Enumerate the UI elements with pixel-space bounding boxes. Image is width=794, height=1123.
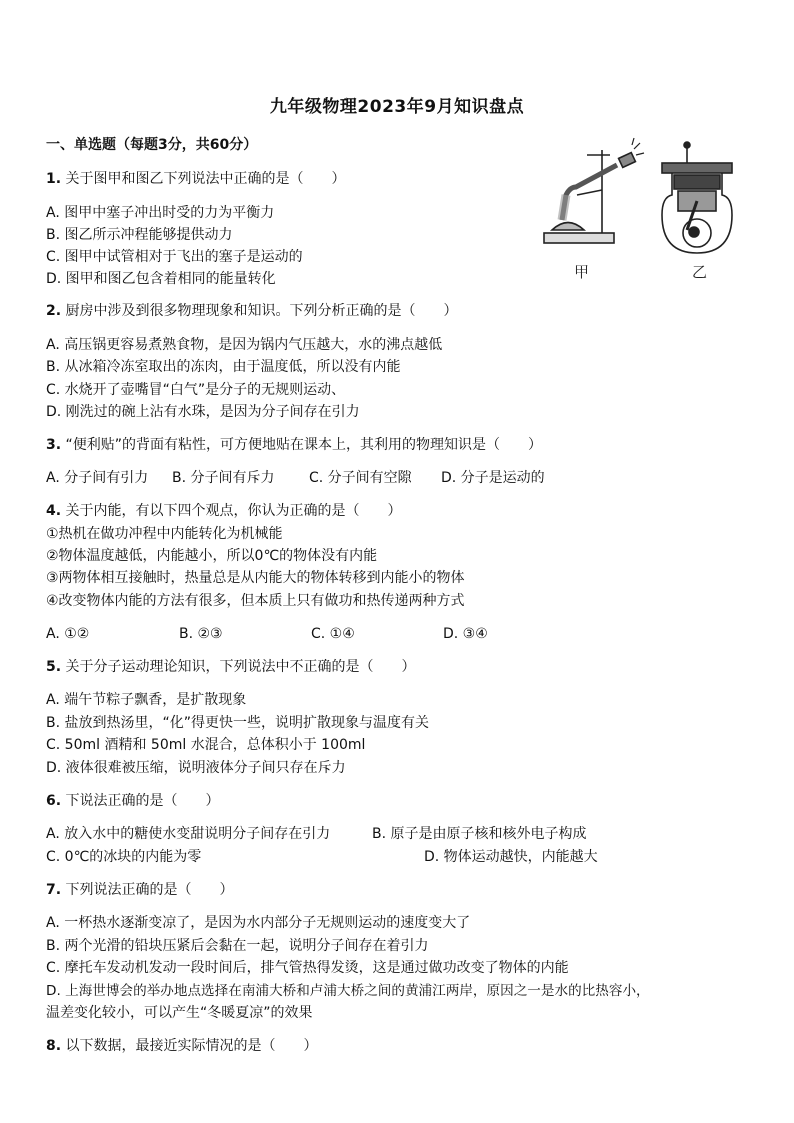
option: A. 高压锅更容易煮熟食物，是因为锅内气压越大，水的沸点越低 [46, 337, 443, 353]
question-8 [46, 1037, 318, 1055]
question-2 [46, 302, 458, 320]
option: D. 物体运动越快，内能越大 [424, 849, 598, 865]
question-7 [46, 881, 234, 899]
option: A. 图甲中塞子冲出时受的力为平衡力 [46, 205, 275, 221]
option: C. 0℃的冰块的内能为零 [46, 849, 202, 865]
question-stem: 下说法正确的是（ ） [61, 793, 220, 809]
question-number: 2. [46, 303, 62, 319]
option: D. ③④ [443, 626, 488, 642]
statement: ③两物体相互接触时，热量总是从内能大的物体转移到内能小的物体 [46, 570, 465, 586]
option: C. 摩托车发动机发动一段时间后，排气管热得发烫，这是通过做功改变了物体的内能 [46, 960, 569, 976]
option: A. 分子间有引力 [46, 470, 149, 486]
option: B. 盐放到热汤里，“化”得更快一些，说明扩散现象与温度有关 [46, 715, 430, 731]
question-stem: 关于图甲和图乙下列说法中正确的是（ ） [61, 171, 346, 187]
question-stem: 关于内能，有以下四个观点，你认为正确的是（ ） [61, 503, 402, 519]
question-stem: 厨房中涉及到很多物理现象和知识。下列分析正确的是（ ） [61, 303, 458, 319]
section-heading: 一、单选题（每题3分，共60分） [46, 137, 258, 153]
question-5 [46, 658, 416, 676]
question-stem: 以下数据，最接近实际情况的是（ ） [61, 1038, 318, 1054]
question-3 [46, 436, 542, 454]
question-stem: 关于分子运动理论知识，下列说法中不正确的是（ ） [61, 659, 416, 675]
question-stem: 下列说法正确的是（ ） [61, 882, 234, 898]
question-stem: “便利贴”的背面有粘性，可方便地贴在课本上，其利用的物理知识是（ ） [61, 437, 543, 453]
option: D. 上海世博会的举办地点选择在南浦大桥和卢浦大桥之间的黄浦江两岸，原因之一是水的比热容小， [46, 983, 650, 999]
option: B. 图乙所示冲程能够提供动力 [46, 227, 233, 243]
statement: ④改变物体内能的方法有很多，但本质上只有做功和热传递两种方式 [46, 593, 465, 609]
option: D. 刚洗过的碗上沾有水珠，是因为分子间存在引力 [46, 404, 360, 420]
statement: ②物体温度越低，内能越小，所以0℃的物体没有内能 [46, 548, 378, 564]
option: D. 图甲和图乙包含着相同的能量转化 [46, 271, 276, 287]
question-number: 3. [46, 437, 62, 453]
question-number: 5. [46, 659, 62, 675]
engine-cylinder-illustration [662, 142, 732, 253]
option: A. 一杯热水逐渐变凉了，是因为水内部分子无规则运动的速度变大了 [46, 915, 471, 931]
question-4 [46, 502, 402, 520]
statement: ①热机在做功冲程中内能转化为机械能 [46, 526, 283, 542]
option: C. 分子间有空隙 [309, 470, 412, 486]
test-tube-apparatus-illustration [544, 138, 644, 243]
question-number: 1. [46, 171, 62, 187]
question-number: 7. [46, 882, 62, 898]
option: B. 两个光滑的铅块压紧后会黏在一起，说明分子间存在着引力 [46, 938, 429, 954]
document-title: 九年级物理2023年9月知识盘点 [269, 97, 525, 117]
question-number: 8. [46, 1038, 62, 1054]
option: D. 液体很难被压缩，说明液体分子间只存在斥力 [46, 760, 346, 776]
option: B. 原子是由原子核和核外电子构成 [372, 826, 587, 842]
question-6 [46, 792, 220, 810]
question-number: 4. [46, 503, 62, 519]
question-number: 6. [46, 793, 62, 809]
option: A. 端午节粽子飘香，是扩散现象 [46, 692, 247, 708]
option: D. 分子是运动的 [441, 470, 545, 486]
option: C. 50ml 酒精和 50ml 水混合，总体积小于 100ml [46, 737, 366, 753]
question-1 [46, 170, 346, 188]
option: C. ①④ [311, 626, 355, 642]
figure-label-b: 乙 [692, 263, 708, 281]
option: C. 水烧开了壶嘴冒“白气”是分子的无规则运动、 [46, 382, 346, 398]
option: B. 从冰箱冷冻室取出的冻肉，由于温度低，所以没有内能 [46, 359, 401, 375]
option: C. 图甲中试管相对于飞出的塞子是运动的 [46, 249, 303, 265]
option: B. ②③ [179, 626, 223, 642]
option-continuation: 温差变化较小，可以产生“冬暖夏凉”的效果 [46, 1005, 313, 1021]
option: A. 放入水中的糖使水变甜说明分子间存在引力 [46, 826, 331, 842]
experiment-figure [522, 135, 752, 285]
option: A. ①② [46, 626, 90, 642]
option: B. 分子间有斥力 [172, 470, 275, 486]
figure-label-a: 甲 [574, 263, 590, 281]
